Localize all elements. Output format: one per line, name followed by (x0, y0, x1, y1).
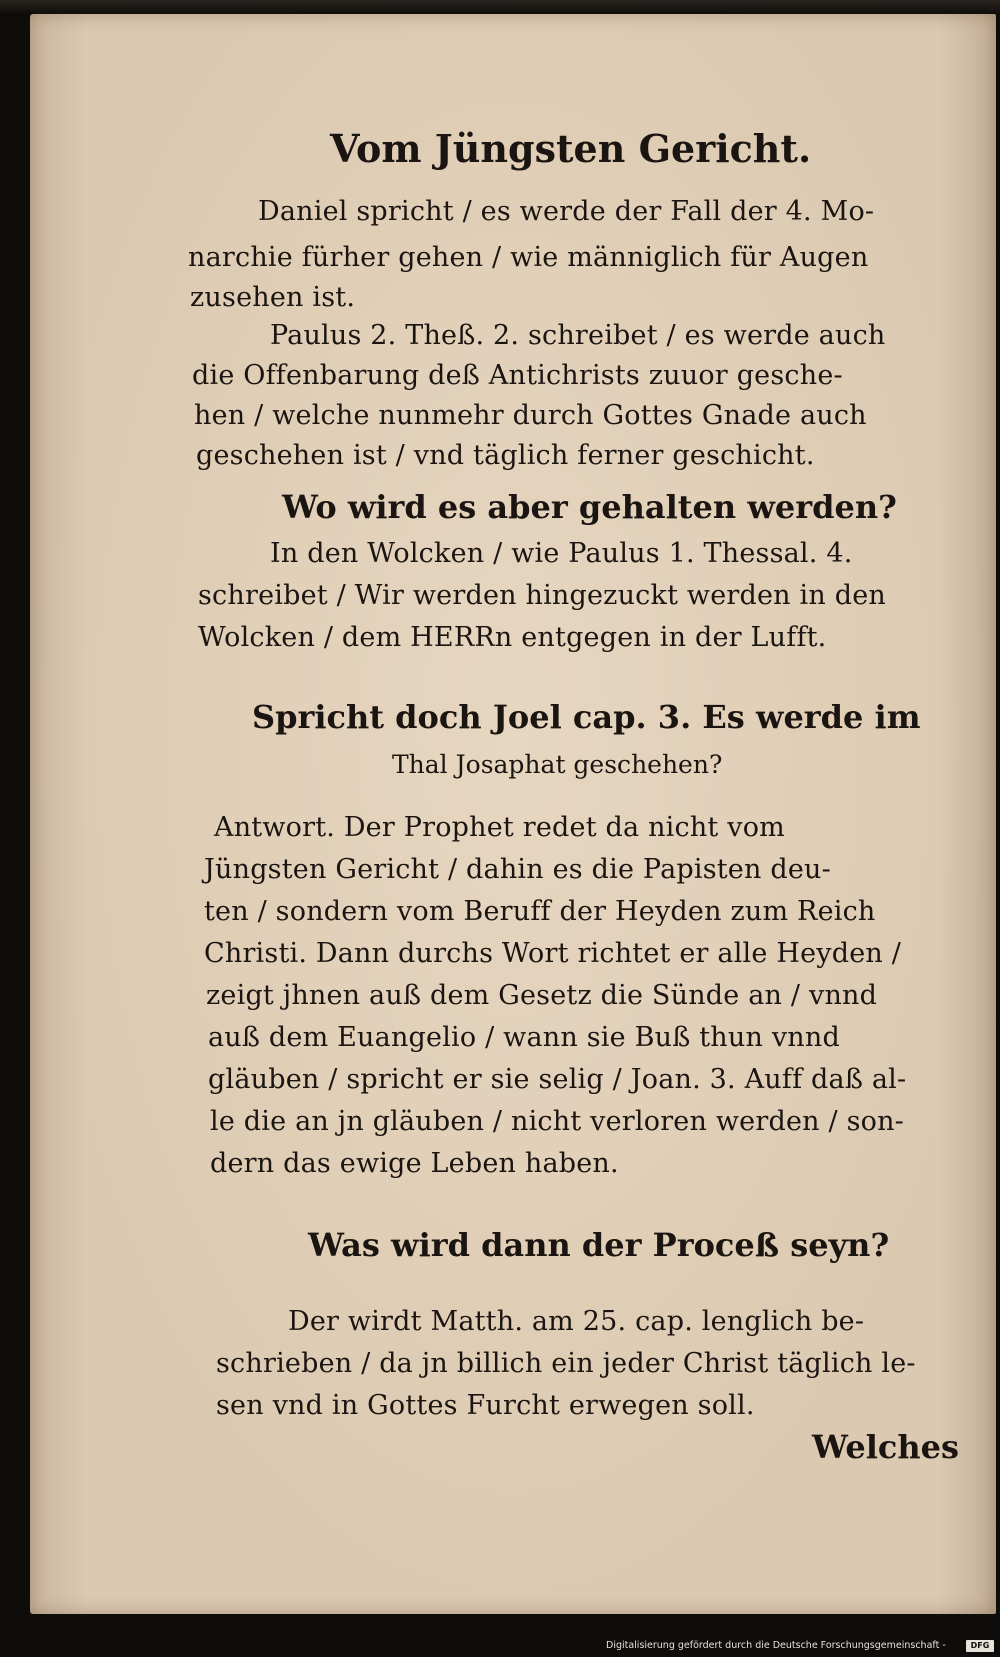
paragraph-line: Paulus 2. Theß. 2. schreibet / es werde auch (270, 320, 886, 351)
paragraph-line: gläuben / spricht er sie selig / Joan. 3. Auff daß al- (208, 1064, 907, 1095)
paragraph-line: schreibet / Wir werden hingezuckt werden in den (198, 580, 886, 611)
heading-spricht-doch-joel: Spricht doch Joel cap. 3. Es werde im (252, 698, 921, 736)
paragraph-line: narchie fürher gehen / wie männiglich für Augen (188, 242, 869, 273)
paragraph-line: zusehen ist. (190, 282, 356, 313)
paragraph-line: Daniel spricht / es werde der Fall der 4. Mo- (258, 196, 875, 227)
paragraph-line: Christi. Dann durchs Wort richtet er alle Heyden / (204, 938, 902, 969)
digitization-attribution: Digitalisierung gefördert durch die Deutsche Forschungsgemeinschaft - (606, 1640, 946, 1651)
paragraph-line: die Offenbarung deß Antichrists zuuor gesche- (192, 360, 843, 391)
paragraph-line: Jüngsten Gericht / dahin es die Papisten deu- (204, 854, 831, 885)
paragraph-line: le die an jn gläuben / nicht verloren werden / son- (210, 1106, 904, 1137)
heading-thal-josaphat: Thal Josaphat geschehen? (392, 750, 723, 779)
dfg-logo: DFG (966, 1640, 994, 1652)
paragraph-line: hen / welche nunmehr durch Gottes Gnade auch (194, 400, 867, 431)
paragraph-line: Der wirdt Matth. am 25. cap. lenglich be- (288, 1306, 865, 1337)
scan-top-edge (0, 0, 1000, 14)
paragraph-line: Antwort. Der Prophet redet da nicht vom (214, 812, 785, 843)
heading-vom-juengsten-gericht: Vom Jüngsten Gericht. (330, 126, 812, 171)
paragraph-line: dern das ewige Leben haben. (210, 1148, 619, 1179)
catchword: Welches (812, 1428, 959, 1466)
heading-was-wird-dann: Was wird dann der Proceß seyn? (308, 1226, 890, 1264)
paragraph-line: auß dem Euangelio / wann sie Buß thun vnnd (208, 1022, 840, 1053)
paragraph-line: zeigt jhnen auß dem Gesetz die Sünde an / vnnd (206, 980, 878, 1011)
paragraph-line: schrieben / da jn billich ein jeder Christ täglich le- (216, 1348, 916, 1379)
paragraph-line: ten / sondern vom Beruff der Heyden zum Reich (204, 896, 876, 927)
paragraph-line: Wolcken / dem HERRn entgegen in der Lufft. (198, 622, 827, 653)
paragraph-line: sen vnd in Gottes Furcht erwegen soll. (216, 1390, 755, 1421)
book-page (30, 14, 996, 1614)
paragraph-line: geschehen ist / vnd täglich ferner geschicht. (196, 440, 815, 471)
heading-wo-wird-es: Wo wird es aber gehalten werden? (282, 488, 897, 526)
paragraph-line: In den Wolcken / wie Paulus 1. Thessal. 4. (270, 538, 853, 569)
